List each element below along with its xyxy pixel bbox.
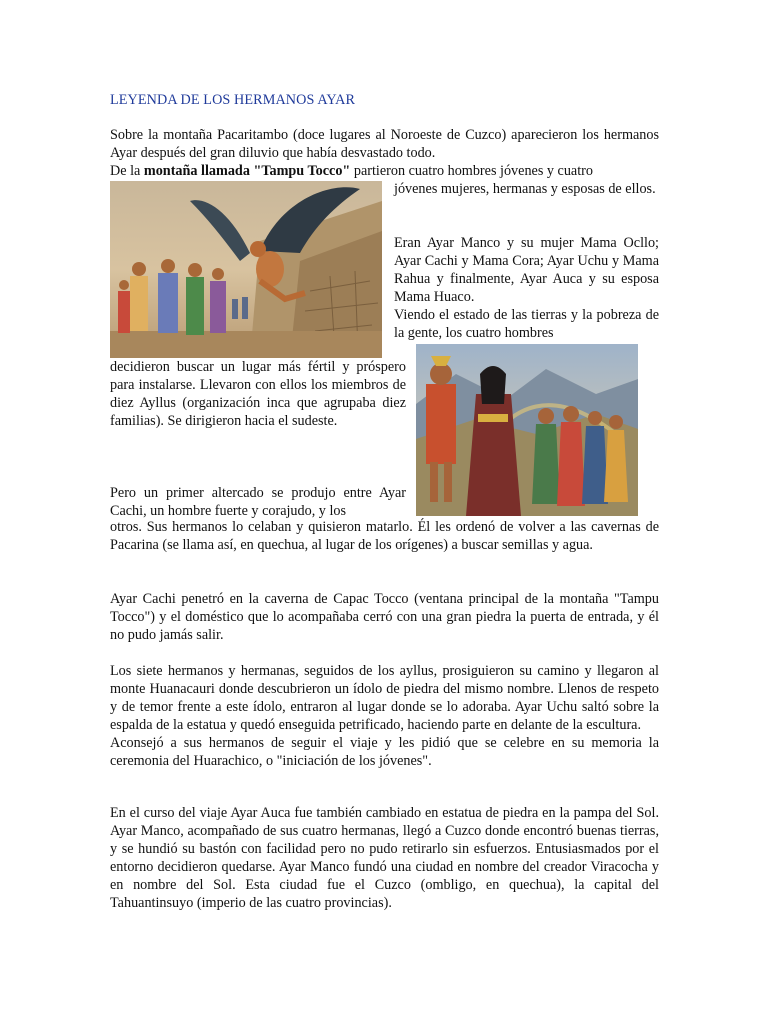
illustration-winged-figure — [110, 181, 382, 358]
left-paragraph-4 — [110, 485, 406, 521]
intro-rest: partieron cuatro hombres jóvenes y cuatro — [350, 162, 593, 179]
p7-text: En el curso del viaje Ayar Auca fue también cambiado en estatua de piedra en la pampa del Sol. Ayar Manco, acompañado de sus cuatro hermanas, llegó a Cuzco donde encontró buenas tierras, y se hundió su bastón con facilidad pero no pudo retirarlo sin esfuerzos. Entusiasmados por el entorno decidieron quedarse. Ayar Manco fundó una ciudad en nombre del creador Viracocha y en nombre del Sol. Esta ciudad fue el Cuzco (ombligo, en quechua), la capital del Tahuantinsuyo (imperio de las cuatro provincias). — [110, 805, 659, 911]
right-paragraph-2 — [394, 235, 659, 307]
left-p4-text: Pero un primer altercado se produjo entre Ayar Cachi, un hombre fuerte y corajudo, y los — [110, 485, 406, 519]
right-p2-text: Eran Ayar Manco y su mujer Mama Ocllo; Ayar Cachi y Mama Cora; Ayar Uchu y Mama Rahua y finalmente, Ayar Auca y su esposa Mama Huaco. — [394, 235, 659, 305]
right-p3-text: Viendo el estado de las tierras y la pobreza de la gente, los cuatro hombres — [394, 307, 659, 341]
intro-text: Sobre la montaña Pacaritambo (doce lugares al Noroeste de Cuzco) aparecieron los hermanos Ayar después del gran diluvio que había desvastado todo. — [110, 127, 659, 161]
paragraph-6 — [110, 663, 659, 770]
p4-cont-text: otros. Sus hermanos lo celaban y quisieron matarlo. Él les ordenó de volver a las cavernas de Pacarina (se llama así, en quechua, al lugar de los orígenes) a buscar semillas y agua. — [110, 519, 659, 553]
p5-text: Ayar Cachi penetró en la caverna de Capac Tocco (ventana principal de la montaña "Tampu Tocco") y el doméstico que lo acompañaba cerró con una gran piedra la puerta de entrada, y él no pudo jamás salir. — [110, 591, 659, 643]
intro-de-la: De la — [110, 162, 144, 179]
right-p1-text: jóvenes mujeres, hermanas y esposas de ellos. — [394, 181, 656, 197]
right-paragraph-3 — [394, 307, 659, 343]
document-title: LEYENDA DE LOS HERMANOS AYAR — [110, 92, 356, 108]
paragraph-4-cont — [110, 519, 659, 555]
right-paragraph-1 — [394, 181, 659, 199]
paragraph-5 — [110, 591, 659, 645]
intro-bold-mountain: montaña llamada "Tampu Tocco" — [143, 162, 351, 179]
paragraph-7 — [110, 805, 659, 912]
left-paragraph-3-cont — [110, 359, 406, 431]
p6-text: Los siete hermanos y hermanas, seguidos de los ayllus, prosiguieron su camino y llegaron al monte Huanacauri donde descubrieron un ídolo de piedra del mismo nombre. Llenos de respeto y de temor frente a este ídolo, entraron al lugar donde se lo adoraba. Ayar Uchu saltó sobre la espalda de la estatua y quedó enseguida petrificado, haciendo parte en delante de la escultura. — [110, 663, 659, 733]
p6b-text: Aconsejó a sus hermanos de seguir el viaje y les pidió que se celebre en su memoria la ceremonia del Huarachico, o "iniciación de los jóvenes". — [110, 734, 659, 769]
illustration-inca-figures — [416, 344, 638, 516]
intro-paragraph — [110, 127, 659, 181]
left-p3-text: decidieron buscar un lugar más fértil y próspero para instalarse. Llevaron con ellos los miembros de diez Ayllus (organización inca que agrupaba diez familias). Se dirigieron hacia el sudeste. — [110, 359, 406, 429]
